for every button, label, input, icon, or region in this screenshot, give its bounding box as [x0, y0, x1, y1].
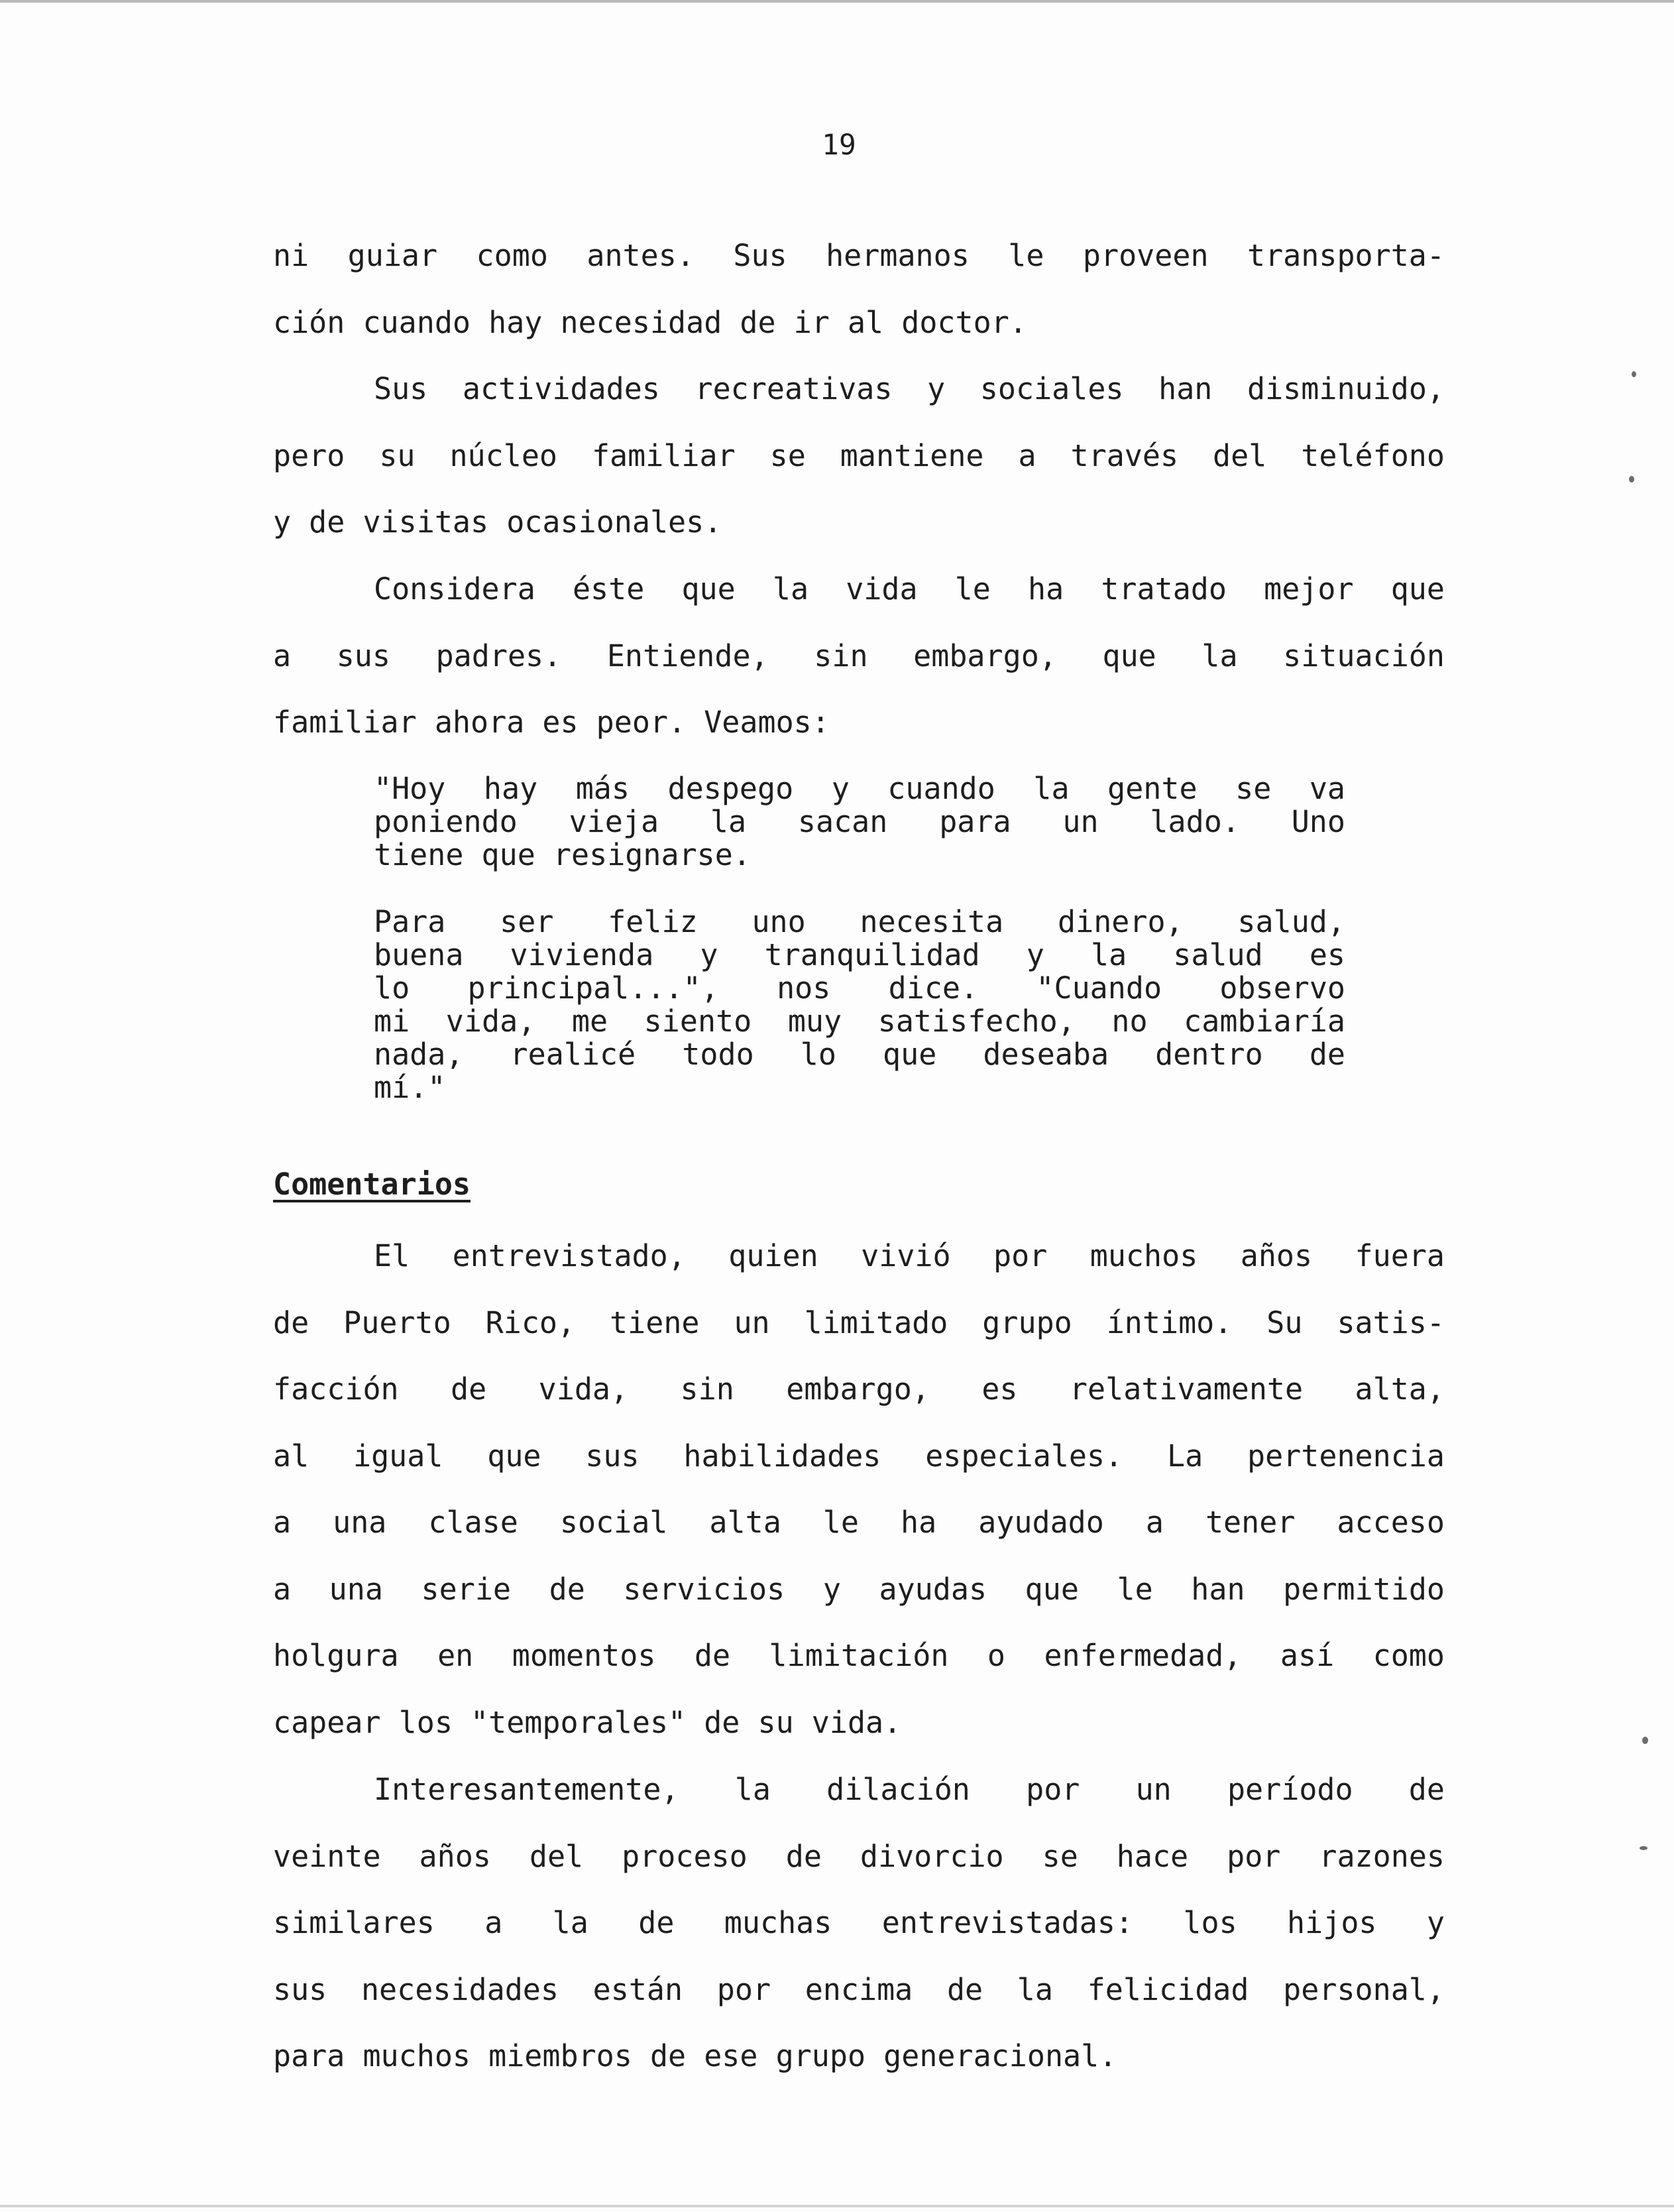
scan-top-edge [0, 0, 1674, 3]
quote-line: "Hoy hay más despego y cuando la gente se va [374, 771, 1345, 806]
scan-speck [1640, 1846, 1647, 1850]
quote-line: tiene que resignarse. [374, 837, 751, 872]
page-number: 19 [822, 129, 856, 162]
block-quote-1 [374, 772, 1345, 872]
text-line: holgura en momentos de limitación o enfermedad, así como [273, 1638, 1445, 1673]
quote-line: nada, realicé todo lo que deseaba dentro de [374, 1037, 1345, 1072]
text-line: de Puerto Rico, tiene un limitado grupo íntimo. Su satis- [273, 1305, 1445, 1340]
text-line: ción cuando hay necesidad de ir al doctor. [273, 304, 1027, 340]
text-line: Interesantemente, la dilación por un período de [374, 1772, 1445, 1807]
paragraph-1 [273, 223, 1445, 356]
scan-speck [1632, 371, 1636, 377]
text-line: a sus padres. Entiende, sin embargo, que la situación [273, 638, 1445, 673]
text-line: a una clase social alta le ha ayudado a tener acceso [273, 1505, 1445, 1540]
text-line: al igual que sus habilidades especiales. La pertenencia [273, 1438, 1445, 1474]
quote-line: mi vida, me siento muy satisfecho, no cambiaría [374, 1004, 1345, 1039]
quote-line: Para ser feliz uno necesita dinero, salud, [374, 904, 1345, 939]
text-line: y de visitas ocasionales. [273, 504, 722, 540]
scan-speck [1629, 476, 1634, 483]
text-line: sus necesidades están por encima de la felicidad personal, [273, 1971, 1445, 2007]
text-line: veinte años del proceso de divorcio se hace por razones [273, 1838, 1445, 1874]
quote-line: buena vivienda y tranquilidad y la salud es [374, 937, 1345, 972]
section-heading: Comentarios [273, 1167, 471, 1202]
text-line: ni guiar como antes. Sus hermanos le proveen transporta- [273, 238, 1445, 273]
paragraph-2 [273, 356, 1445, 556]
text-line: capear los "temporales" de su vida. [273, 1704, 902, 1740]
text-line: a una serie de servicios y ayudas que le han permitido [273, 1571, 1445, 1607]
text-line: Considera éste que la vida le ha tratado mejor que [374, 571, 1445, 607]
quote-line: poniendo vieja la sacan para un lado. Uno [374, 804, 1345, 839]
text-line: El entrevistado, quien vivió por muchos años fuera [374, 1238, 1445, 1273]
text-line: para muchos miembros de ese grupo generacional. [273, 2038, 1117, 2073]
scan-speck [1642, 1737, 1648, 1744]
text-line: similares a la de muchas entrevistadas: los hijos y [273, 1905, 1445, 1940]
block-quote-2 [374, 905, 1345, 1104]
paragraph-3 [273, 556, 1445, 756]
text-line: familiar ahora es peor. Veamos: [273, 705, 830, 740]
paragraph-5 [273, 1757, 1445, 2090]
scan-bottom-edge [0, 2205, 1674, 2207]
quote-line: lo principal...", nos dice. "Cuando observo [374, 970, 1345, 1006]
text-line: Sus actividades recreativas y sociales han disminuido, [374, 371, 1445, 406]
paragraph-4 [273, 1223, 1445, 1756]
text-line: pero su núcleo familiar se mantiene a través del teléfono [273, 437, 1445, 473]
quote-line: mí." [374, 1070, 446, 1105]
text-line: facción de vida, sin embargo, es relativamente alta, [273, 1371, 1445, 1407]
